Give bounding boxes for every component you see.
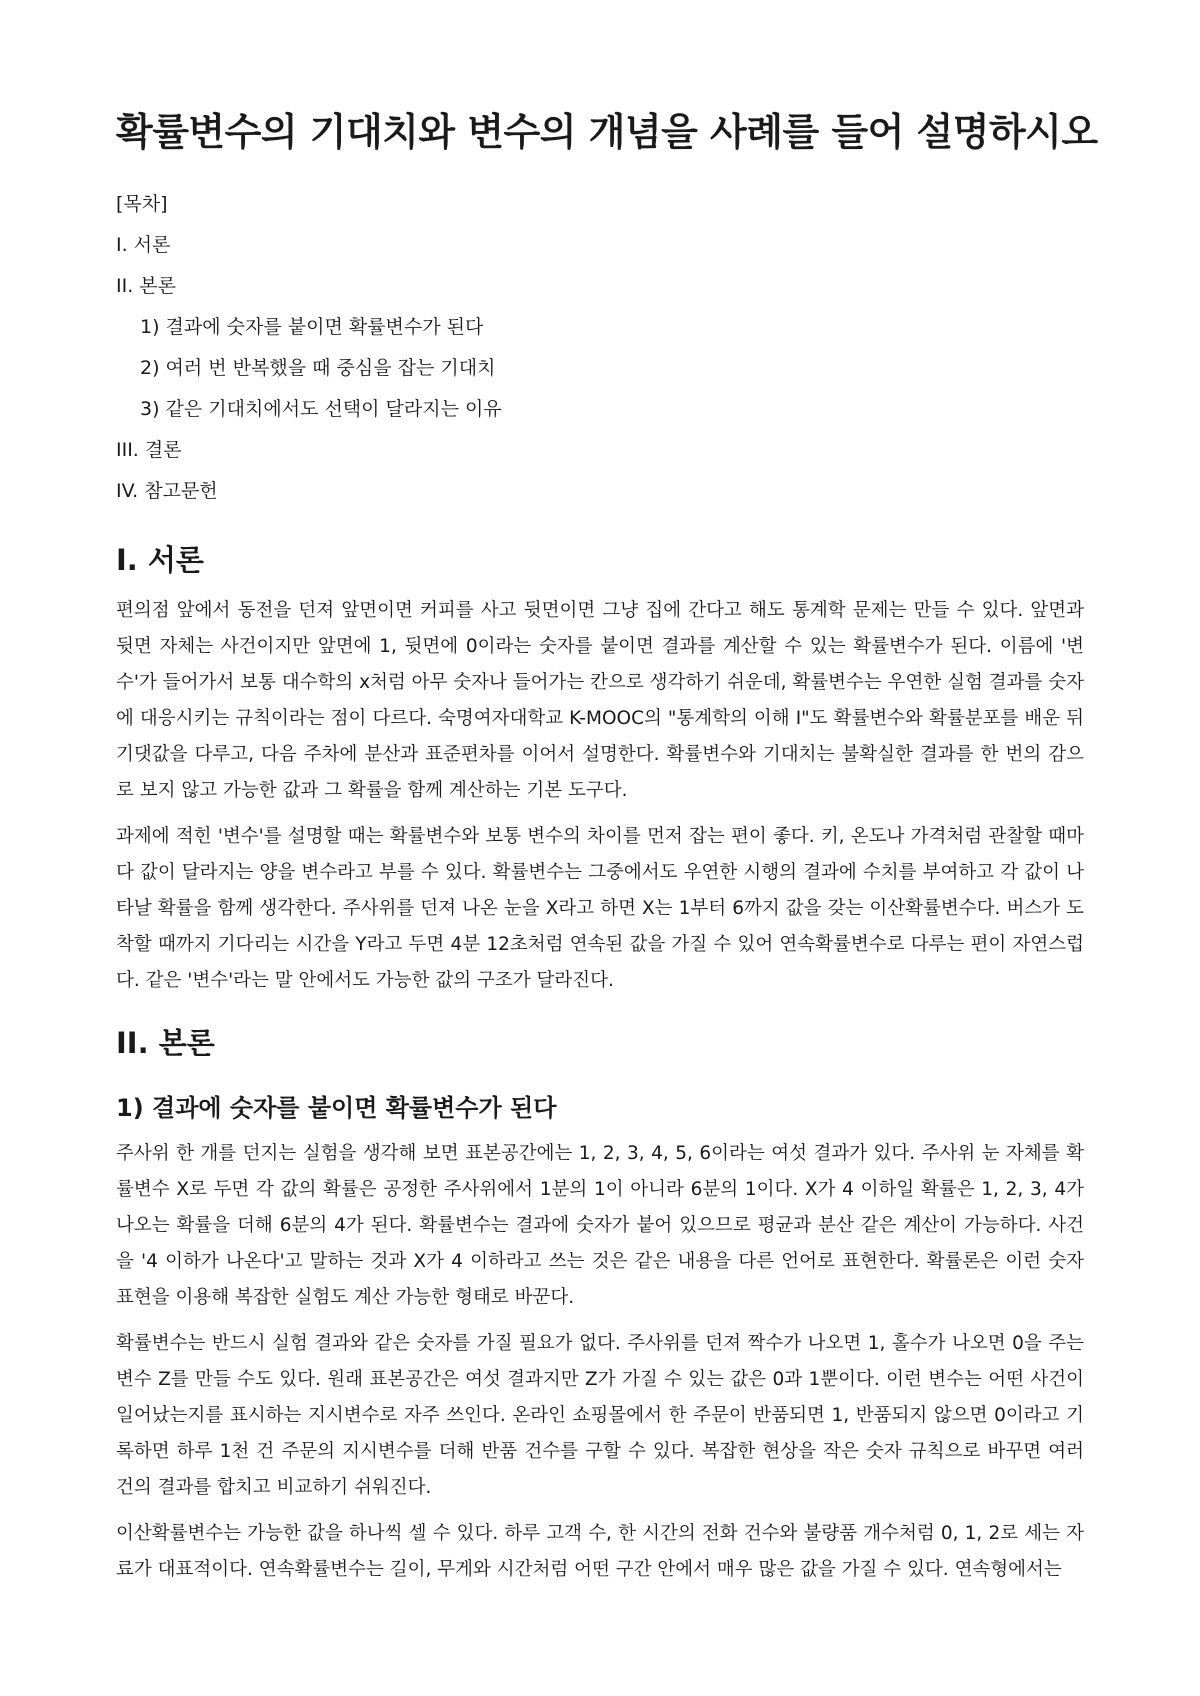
intro-heading: I. 서론 [116,542,204,577]
toc-item-intro: I. 서론 [116,233,171,256]
subsection-1-paragraph-3: 이산확률변수는 가능한 값을 하나씩 셀 수 있다. 하루 고객 수, 한 시간의 전화 건수와 불량품 개수처럼 0, 1, 2로 세는 자료가 대표적이다. 연속확률변수는 길이, 무게와 시간처럼 어떤 구간 안에서 매우 많은 값을 가질 수 있다. 연속형에서는 [116,1523,1084,1581]
toc-item-references: IV. 참고문헌 [116,479,218,502]
toc-item-body-3: 3) 같은 기대치에서도 선택이 달라지는 이유 [140,397,502,420]
document-title: 확률변수의 기대치와 변수의 개념을 사례를 들어 설명하시오 [116,110,1098,154]
intro-paragraph-2: 과제에 적힌 '변수'를 설명할 때는 확률변수와 보통 변수의 차이를 먼저 잡는 편이 좋다. 키, 온도나 가격처럼 관찰할 때마다 값이 달라지는 양을 변수라고 부를 수 있다. 확률변수는 그중에서도 우연한 시행의 결과에 수치를 부여하고 각 값이 나타날 확률을 함께 생각한다. 주사위를 던져 나온 눈을 X라고 하면 X는 1부터 6까지 값을 갖는 이산확률변수다. 버스가 도착할 때까지 기다리는 시간을 Y라고 두면 4분 12초처럼 연속된 값을 가질 수 있어 연속확률변수로 다루는 편이 자연스럽다. 같은 '변수'라는 말 안에서도 가능한 값의 구조가 달라진다. [116,826,1084,992]
toc-item-conclusion: III. 결론 [116,438,182,461]
table-of-contents [116,184,1084,512]
subsection-1-heading: 1) 결과에 숫자를 붙이면 확률변수가 된다 [116,1093,557,1122]
toc-item-body: II. 본론 [116,274,176,297]
body-section [116,1025,1084,1588]
subsection-1-paragraph-2: 확률변수는 반드시 실험 결과와 같은 숫자를 가질 필요가 없다. 주사위를 던져 짝수가 나오면 1, 홀수가 나오면 0을 주는 변수 Z를 만들 수도 있다. 원래 표본공간은 여섯 결과지만 Z가 가질 수 있는 값은 0과 1뿐이다. 이런 변수는 어떤 사건이 일어났는지를 표시하는 지시변수로 자주 쓰인다. 온라인 쇼핑몰에서 한 주문이 반품되면 1, 반품되지 않으면 0이라고 기록하면 하루 1천 건 주문의 지시변수를 더해 반품 건수를 구할 수 있다. 복잡한 현상을 작은 숫자 규칙으로 바꾸면 여러 건의 결과를 합치고 비교하기 쉬워진다. [116,1333,1084,1499]
intro-paragraph-1: 편의점 앞에서 동전을 던져 앞면이면 커피를 사고 뒷면이면 그냥 집에 간다고 해도 통계학 문제는 만들 수 있다. 앞면과 뒷면 자체는 사건이지만 앞면에 1, 뒷면에 0이라는 숫자를 붙이면 결과를 계산할 수 있는 확률변수가 된다. 이름에 '변수'가 들어가서 보통 대수학의 x처럼 아무 숫자나 들어가는 칸으로 생각하기 쉬운데, 확률변수는 우연한 실험 결과를 숫자에 대응시키는 규칙이라는 점이 다르다. 숙명여자대학교 K-MOOC의 "통계학의 이해 I"도 확률변수와 확률분포를 배운 뒤 기댓값을 다루고, 다음 주차에 분산과 표준편차를 이어서 설명한다. 확률변수와 기대치는 불확실한 결과를 한 번의 감으로 보지 않고 가능한 값과 그 확률을 함께 계산하는 기본 도구다. [116,600,1084,802]
body-heading: II. 본론 [116,1026,215,1061]
subsection-1-paragraph-1: 주사위 한 개를 던지는 실험을 생각해 보면 표본공간에는 1, 2, 3, 4, 5, 6이라는 여섯 결과가 있다. 주사위 눈 자체를 확률변수 X로 두면 각 값의 확률은 공정한 주사위에서 1분의 1이 아니라 6분의 1이다. X가 4 이하일 확률은 1, 2, 3, 4가 나오는 확률을 더해 6분의 4가 된다. 확률변수는 결과에 숫자가 붙어 있으므로 평균과 분산 같은 계산이 가능하다. 사건을 '4 이하가 나온다'고 말하는 것과 X가 4 이하라고 쓰는 것은 같은 내용을 다른 언어로 표현한다. 확률론은 이런 숫자 표현을 이용해 복잡한 실험도 계산 가능한 형태로 바꾼다. [116,1143,1084,1309]
toc-heading: [목차] [116,192,168,215]
toc-item-body-2: 2) 여러 번 반복했을 때 중심을 잡는 기대치 [140,356,496,379]
toc-item-body-1: 1) 결과에 숫자를 붙이면 확률변수가 된다 [140,315,484,338]
intro-section [116,542,1084,1000]
